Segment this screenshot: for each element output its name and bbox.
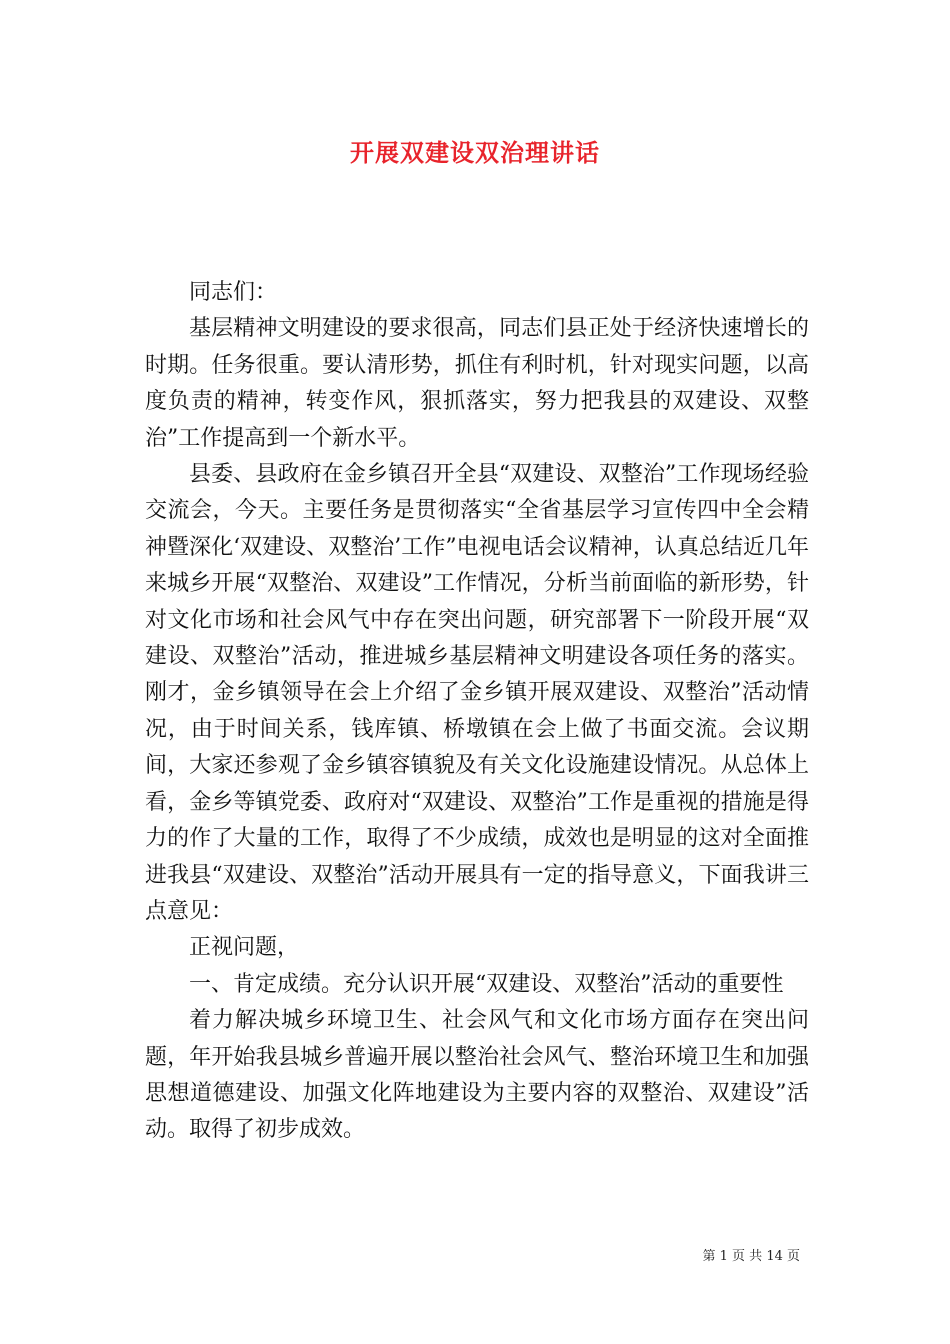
salutation: 同志们： (189, 280, 278, 305)
paragraph: 着力解决城乡环境卫生、社会风气和文化市场方面存在突出问题，年开始我县城乡普遍开展以整治社会风气、整治环境卫生和加强思想道德建设、加强文化阵地建设为主要内容的双整治、双建设”活动。取得了初步成效。 (145, 1008, 809, 1143)
page-title: 开展双建设双治理讲话 (350, 138, 600, 167)
paragraph: 基层精神文明建设的要求很高，同志们县正处于经济快速增长的时期。任务很重。要认清形势，抓住有利时机，针对现实问题，以高度负责的精神，转变作风，狠抓落实，努力把我县的双建设、双整治”工作提高到一个新水平。 (145, 316, 809, 451)
section-heading: 一、肯定成绩。充分认识开展“双建设、双整治”活动的重要性 (189, 971, 784, 997)
page-number: 第 1 页 共 14 页 (702, 1249, 800, 1264)
paragraph: 县委、县政府在金乡镇召开全县“双建设、双整治”工作现场经验交流会，今天。主要任务是贯彻落实“全省基层学习宣传四中全会精神暨深化‘双建设、双整治’工作”电视电话会议精神，认真总结近几年来城乡开展“双整治、双建设”工作情况，分析当前面临的新形势，针对文化市场和社会风气中存在突出问题，研究部署下一阶段开展“双建设、双整治”活动，推进城乡基层精神文明建设各项任务的落实。刚才，金乡镇领导在会上介绍了金乡镇开展双建设、双整治”活动情况，由于时间关系，钱库镇、桥墩镇在会上做了书面交流。会议期间，大家还参观了金乡镇容镇貌及有关文化设施建设情况。从总体上看，金乡等镇党委、政府对“双建设、双整治”工作是重视的措施是得力的作了大量的工作，取得了不少成绩，成效也是明显的这对全面推进我县“双建设、双整治”活动开展具有一定的指导意义，下面我讲三点意见： (145, 462, 809, 924)
paragraph: 正视问题， (189, 935, 300, 961)
document-body (145, 275, 809, 1149)
